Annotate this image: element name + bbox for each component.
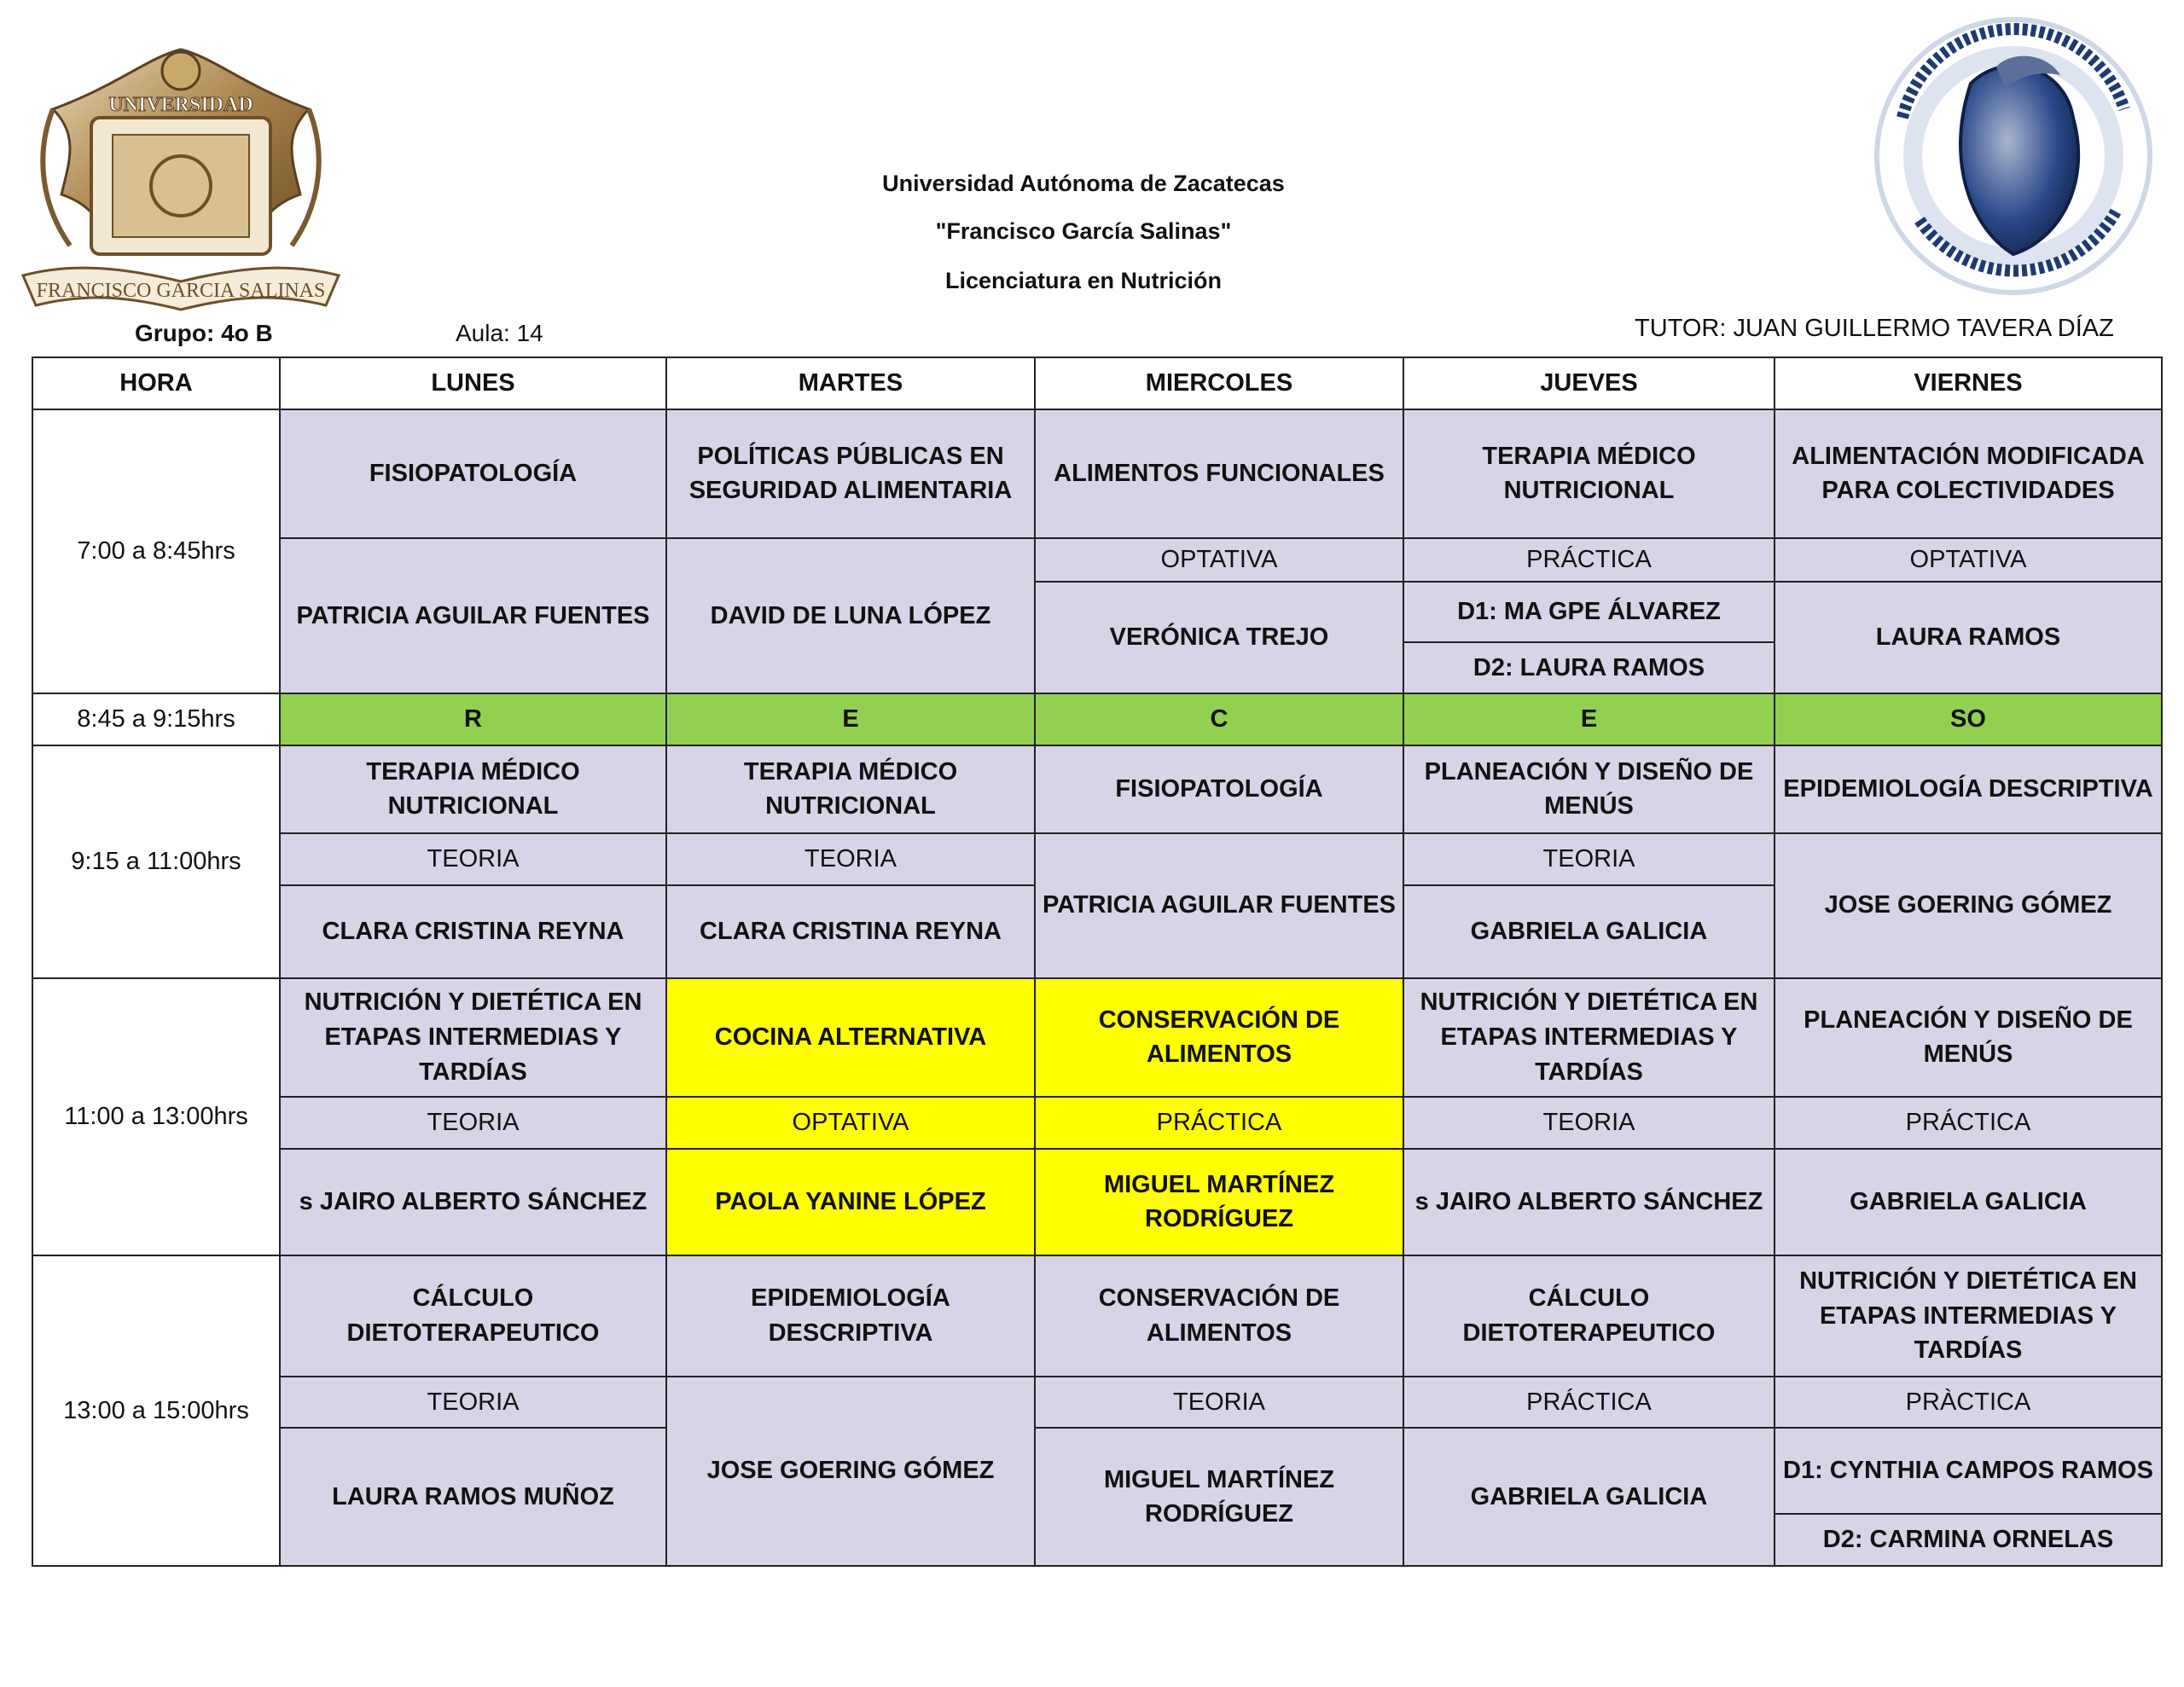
subject-cell: FISIOPATOLOGÍA [1035, 745, 1403, 833]
group-label: Grupo: 4o B [135, 320, 273, 346]
teacher-cell: D2: CARMINA ORNELAS [1774, 1514, 2162, 1566]
subject-cell: POLÍTICAS PÚBLICAS EN SEGURIDAD ALIMENTARIA [666, 409, 1035, 539]
break-row [32, 693, 2162, 745]
room-label: Aula: 14 [456, 320, 543, 346]
subject-cell: TERAPIA MÉDICO NUTRICIONAL [280, 745, 666, 833]
type-cell: PRÁCTICA [1403, 538, 1774, 582]
time-cell: 11:00 a 13:00hrs [32, 978, 280, 1255]
teacher-cell: LAURA RAMOS MUÑOZ [280, 1428, 666, 1566]
col-header-martes: MARTES [666, 357, 1035, 409]
subject-cell: COCINA ALTERNATIVA [666, 978, 1035, 1097]
teacher-cell: D1: CYNTHIA CAMPOS RAMOS [1774, 1428, 2162, 1514]
teacher-cell: PAOLA YANINE LÓPEZ [666, 1149, 1035, 1255]
table-row [32, 1097, 2162, 1149]
nutrition-seal-logo [1868, 7, 2158, 314]
type-cell: TEORIA [666, 833, 1035, 885]
table-row [32, 978, 2162, 1097]
subject-cell: NUTRICIÓN Y DIETÉTICA EN ETAPAS INTERMEDIAS Y TARDÍAS [280, 978, 666, 1097]
col-header-lunes: LUNES [280, 357, 666, 409]
header-row [32, 357, 2162, 409]
type-cell: OPTATIVA [1774, 538, 2162, 582]
teacher-cell: MIGUEL MARTÍNEZ RODRÍGUEZ [1035, 1428, 1403, 1566]
tutor-label: TUTOR: JUAN GUILLERMO TAVERA DÍAZ [1635, 315, 2114, 342]
type-cell: PRÁCTICA [1035, 1097, 1403, 1149]
type-cell: PRÁCTICA [1403, 1377, 1774, 1429]
subject-cell: NUTRICIÓN Y DIETÉTICA EN ETAPAS INTERMEDIAS Y TARDÍAS [1403, 978, 1774, 1097]
teacher-cell: LAURA RAMOS [1774, 582, 2162, 693]
type-cell: TEORIA [280, 1097, 666, 1149]
time-cell: 7:00 a 8:45hrs [32, 409, 280, 694]
col-header-viernes: VIERNES [1774, 357, 2162, 409]
break-letter: E [1403, 693, 1774, 745]
teacher-cell: JOSE GOERING GÓMEZ [666, 1377, 1035, 1566]
subject-cell: FISIOPATOLOGÍA [280, 409, 666, 539]
subject-cell: ALIMENTOS FUNCIONALES [1035, 409, 1403, 539]
teacher-cell: s JAIRO ALBERTO SÁNCHEZ [1403, 1149, 1774, 1255]
table-row [32, 409, 2162, 539]
table-row [32, 1149, 2162, 1255]
subject-cell: TERAPIA MÉDICO NUTRICIONAL [1403, 409, 1774, 539]
teacher-cell: CLARA CRISTINA REYNA [666, 885, 1035, 978]
type-cell: TEORIA [1403, 1097, 1774, 1149]
teacher-cell: VERÓNICA TREJO [1035, 582, 1403, 693]
subject-cell: CONSERVACIÓN DE ALIMENTOS [1035, 978, 1403, 1097]
teacher-cell: GABRIELA GALICIA [1774, 1149, 2162, 1255]
schedule-table [32, 357, 2163, 1567]
teacher-cell: D2: LAURA RAMOS [1403, 642, 1774, 694]
time-cell: 9:15 a 11:00hrs [32, 745, 280, 978]
type-cell: TEORIA [1403, 833, 1774, 885]
subject-cell: CÁLCULO DIETOTERAPEUTICO [1403, 1255, 1774, 1376]
subject-cell: PLANEACIÓN Y DISEÑO DE MENÚS [1403, 745, 1774, 833]
table-row [32, 745, 2162, 833]
svg-text:FRANCISCO GARCIA SALINAS: FRANCISCO GARCIA SALINAS [36, 280, 326, 302]
time-cell: 13:00 a 15:00hrs [32, 1255, 280, 1566]
teacher-cell: DAVID DE LUNA LÓPEZ [666, 538, 1035, 693]
type-cell: OPTATIVA [666, 1097, 1035, 1149]
break-letter: C [1035, 693, 1403, 745]
type-cell: TEORIA [280, 833, 666, 885]
subject-cell: EPIDEMIOLOGÍA DESCRIPTIVA [666, 1255, 1035, 1376]
teacher-cell: D1: MA GPE ÁLVAREZ [1403, 582, 1774, 642]
teacher-cell: s JAIRO ALBERTO SÁNCHEZ [280, 1149, 666, 1255]
teacher-cell: MIGUEL MARTÍNEZ RODRÍGUEZ [1035, 1149, 1403, 1255]
type-cell: OPTATIVA [1035, 538, 1403, 582]
table-row [32, 1428, 2162, 1514]
teacher-cell: CLARA CRISTINA REYNA [280, 885, 666, 978]
subject-cell: EPIDEMIOLOGÍA DESCRIPTIVA [1774, 745, 2162, 833]
program-title: Licenciatura en Nutrición [944, 268, 1223, 293]
subject-cell: CÁLCULO DIETOTERAPEUTICO [280, 1255, 666, 1376]
type-cell: PRÀCTICA [1774, 1377, 2162, 1429]
table-row [32, 538, 2162, 582]
svg-text:UNIVERSIDAD: UNIVERSIDAD [108, 94, 253, 116]
type-cell: TEORIA [1035, 1377, 1403, 1429]
table-row [32, 1255, 2162, 1376]
uaz-crest-logo [19, 32, 343, 322]
type-cell: PRÁCTICA [1774, 1097, 2162, 1149]
university-subtitle: "Francisco García Salinas" [935, 218, 1232, 244]
teacher-cell: PATRICIA AGUILAR FUENTES [1035, 833, 1403, 978]
time-cell: 8:45 a 9:15hrs [32, 693, 280, 745]
break-letter: R [280, 693, 666, 745]
teacher-cell: JOSE GOERING GÓMEZ [1774, 833, 2162, 978]
teacher-cell: GABRIELA GALICIA [1403, 885, 1774, 978]
teacher-cell: GABRIELA GALICIA [1403, 1428, 1774, 1566]
col-header-hora: HORA [32, 357, 280, 409]
subject-cell: ALIMENTACIÓN MODIFICADA PARA COLECTIVIDADES [1774, 409, 2162, 539]
break-letter: SO [1774, 693, 2162, 745]
table-row [32, 1377, 2162, 1429]
teacher-cell: PATRICIA AGUILAR FUENTES [280, 538, 666, 693]
type-cell: TEORIA [280, 1377, 666, 1429]
subject-cell: NUTRICIÓN Y DIETÉTICA EN ETAPAS INTERMEDIAS Y TARDÍAS [1774, 1255, 2162, 1376]
university-title: Universidad Autónoma de Zacatecas [882, 171, 1285, 196]
subject-cell: CONSERVACIÓN DE ALIMENTOS [1035, 1255, 1403, 1376]
table-row [32, 833, 2162, 885]
subject-cell: PLANEACIÓN Y DISEÑO DE MENÚS [1774, 978, 2162, 1097]
subject-cell: TERAPIA MÉDICO NUTRICIONAL [666, 745, 1035, 833]
col-header-jueves: JUEVES [1403, 357, 1774, 409]
break-letter: E [666, 693, 1035, 745]
col-header-miercoles: MIERCOLES [1035, 357, 1403, 409]
